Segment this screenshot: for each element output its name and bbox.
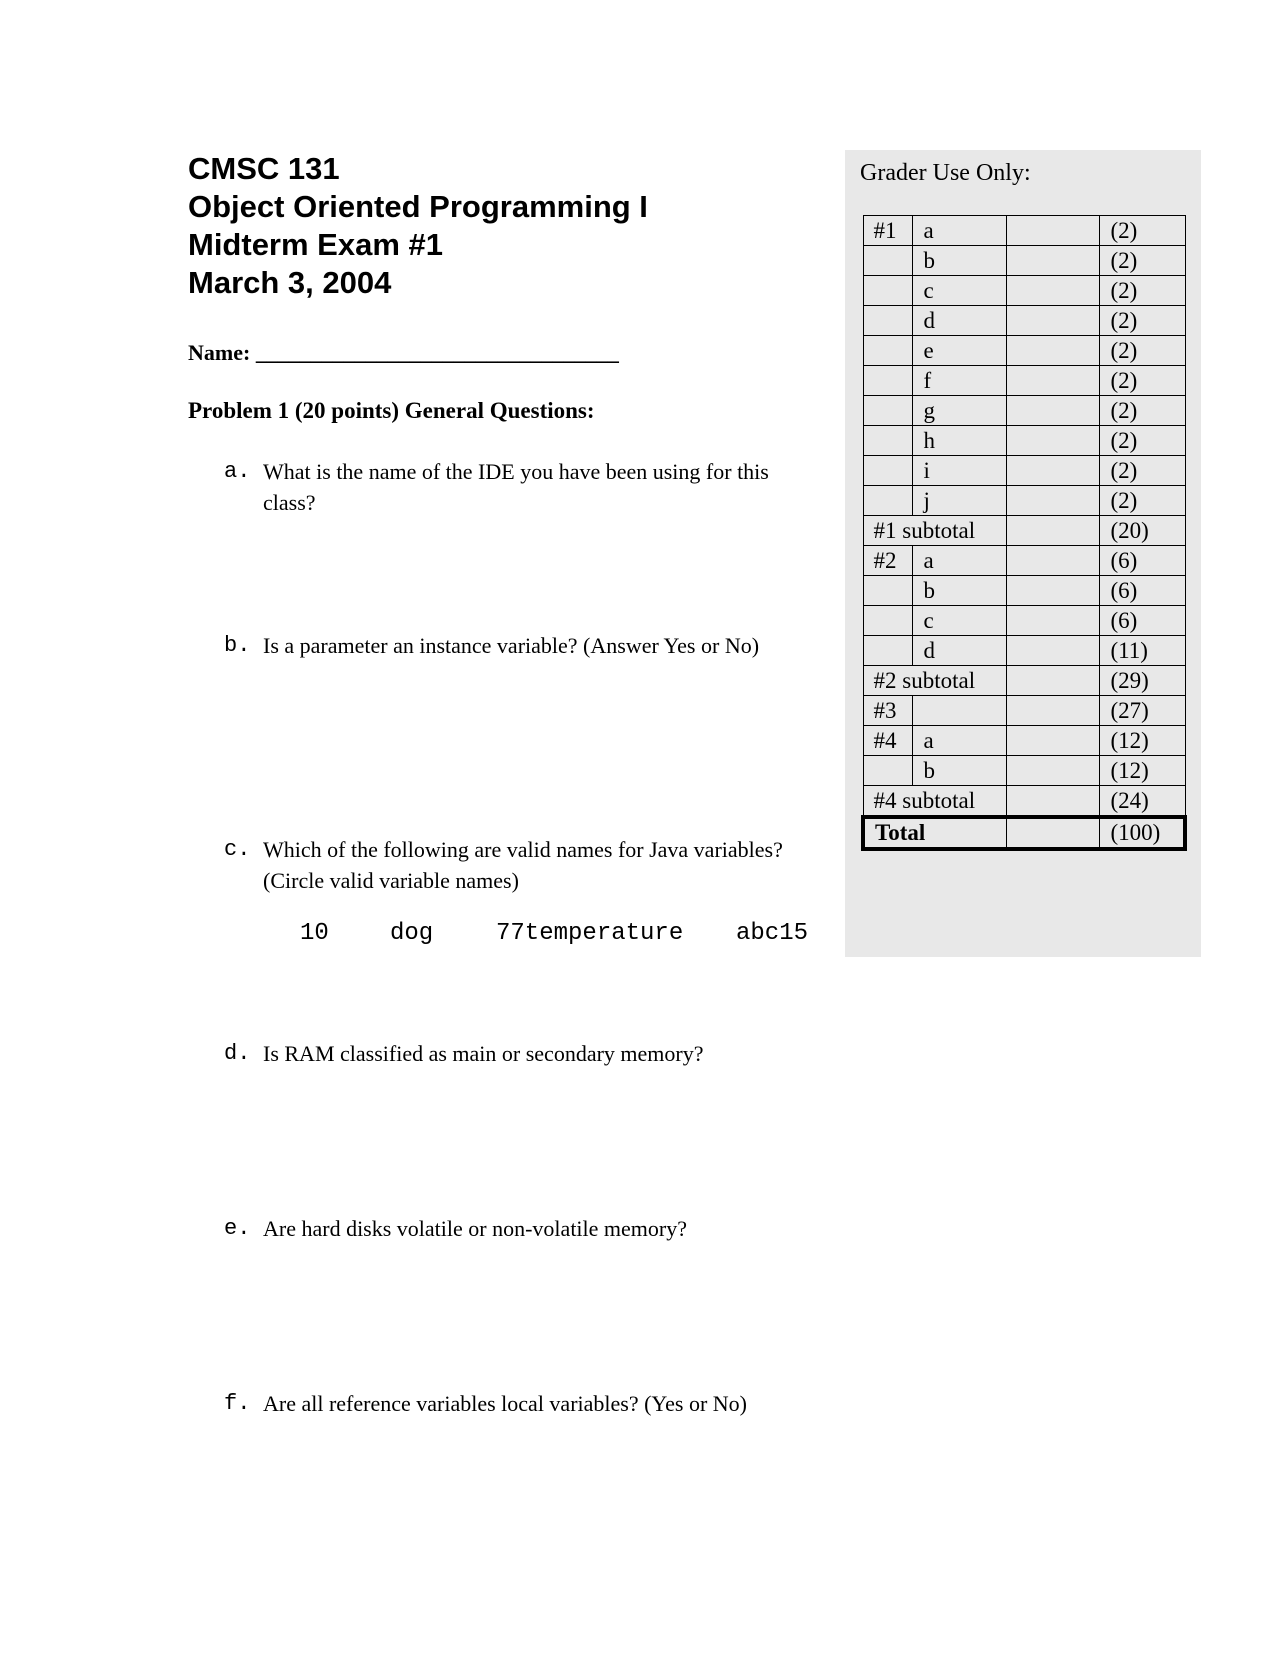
problem-number (863, 456, 912, 486)
part-letter: b (912, 246, 1006, 276)
score-cell[interactable] (1006, 336, 1099, 366)
grade-row (863, 546, 1185, 576)
variable-options (0, 920, 850, 954)
max-points: (2) (1099, 486, 1185, 516)
max-points: (29) (1099, 666, 1185, 696)
grade-row (863, 336, 1185, 366)
question-letter: b. (224, 633, 251, 658)
question-text: Is a parameter an instance variable? (Answer Yes or No) (263, 633, 760, 658)
exam-date: March 3, 2004 (188, 265, 392, 300)
score-cell[interactable] (1006, 396, 1099, 426)
max-points: (2) (1099, 426, 1185, 456)
subtotal-label: #4 subtotal (863, 786, 1006, 818)
part-letter: f (912, 366, 1006, 396)
part-letter: g (912, 396, 1006, 426)
grade-row (863, 306, 1185, 336)
part-letter: c (912, 276, 1006, 306)
score-cell[interactable] (1006, 756, 1099, 786)
score-cell[interactable] (1006, 696, 1099, 726)
problem-number: #1 (863, 216, 912, 246)
total-row (863, 817, 1185, 849)
part-letter: j (912, 486, 1006, 516)
part-letter: c (912, 606, 1006, 636)
problem-number: #4 (863, 726, 912, 756)
name-blank[interactable]: _________________________________ (255, 340, 619, 365)
part-letter: a (912, 546, 1006, 576)
max-points: (11) (1099, 636, 1185, 666)
grade-row (863, 636, 1185, 666)
grade-row (863, 666, 1185, 696)
part-letter: d (912, 306, 1006, 336)
problem-number (863, 486, 912, 516)
score-cell[interactable] (1006, 246, 1099, 276)
score-cell[interactable] (1006, 426, 1099, 456)
max-points: (2) (1099, 456, 1185, 486)
question-text: Are hard disks volatile or non-volatile memory? (263, 1216, 687, 1241)
problem-number (863, 636, 912, 666)
course-code: CMSC 131 (188, 151, 340, 186)
problem-number (863, 756, 912, 786)
part-letter: e (912, 336, 1006, 366)
grade-row (863, 726, 1185, 756)
grade-row (863, 786, 1185, 818)
part-letter: b (912, 576, 1006, 606)
problem-number (863, 246, 912, 276)
question-a (224, 456, 804, 518)
max-points: (2) (1099, 396, 1185, 426)
subtotal-label: #1 subtotal (863, 516, 1006, 546)
problem-1-heading: Problem 1 (20 points) General Questions: (188, 398, 595, 423)
max-points: (2) (1099, 246, 1185, 276)
variable-option[interactable]: abc15 (736, 920, 809, 947)
part-letter: b (912, 756, 1006, 786)
score-cell[interactable] (1006, 216, 1099, 246)
question-letter: f. (224, 1391, 251, 1416)
grade-row (863, 216, 1185, 246)
max-points: (2) (1099, 366, 1185, 396)
question-letter: e. (224, 1216, 251, 1241)
max-points: (27) (1099, 696, 1185, 726)
exam-title: Midterm Exam #1 (188, 227, 443, 262)
part-letter (912, 696, 1006, 726)
question-text: Which of the following are valid names for Java variables? (Circle valid variable names) (263, 837, 783, 893)
problem-number (863, 276, 912, 306)
grade-row (863, 516, 1185, 546)
problem-number: #2 (863, 546, 912, 576)
grade-row (863, 576, 1185, 606)
question-letter: d. (224, 1041, 251, 1066)
question-text: Is RAM classified as main or secondary memory? (263, 1041, 704, 1066)
grade-row (863, 456, 1185, 486)
max-points: (2) (1099, 306, 1185, 336)
grade-row (863, 756, 1185, 786)
score-cell[interactable] (1006, 786, 1099, 818)
score-cell[interactable] (1006, 636, 1099, 666)
exam-header (188, 150, 648, 302)
score-cell[interactable] (1006, 366, 1099, 396)
max-points: (12) (1099, 756, 1185, 786)
problem-number (863, 306, 912, 336)
question-letter: a. (224, 459, 251, 484)
part-letter: h (912, 426, 1006, 456)
grade-row (863, 696, 1185, 726)
problem-number (863, 396, 912, 426)
grade-table (861, 215, 1187, 851)
max-points: (6) (1099, 606, 1185, 636)
name-label: Name: (188, 340, 251, 365)
part-letter: a (912, 216, 1006, 246)
score-cell[interactable] (1006, 516, 1099, 546)
grader-box (845, 150, 1201, 957)
score-cell[interactable] (1006, 666, 1099, 696)
grade-row (863, 606, 1185, 636)
problem-number (863, 426, 912, 456)
grade-row (863, 246, 1185, 276)
question-letter: c. (224, 837, 251, 862)
max-points: (12) (1099, 726, 1185, 756)
score-cell[interactable] (1006, 486, 1099, 516)
problem-number (863, 576, 912, 606)
total-label: Total (863, 817, 1006, 849)
question-f (224, 1388, 864, 1419)
max-points: (24) (1099, 786, 1185, 818)
subtotal-label: #2 subtotal (863, 666, 1006, 696)
variable-option[interactable]: 10 (300, 920, 329, 947)
score-cell[interactable] (1006, 456, 1099, 486)
grade-row (863, 276, 1185, 306)
score-cell[interactable] (1006, 306, 1099, 336)
problem-number (863, 366, 912, 396)
course-title: Object Oriented Programming I (188, 189, 648, 224)
max-points: (6) (1099, 546, 1185, 576)
question-c (224, 834, 804, 896)
problem-number (863, 606, 912, 636)
variable-option[interactable]: 77temperature (496, 920, 684, 947)
variable-option[interactable]: dog (390, 920, 434, 947)
part-letter: d (912, 636, 1006, 666)
problem-number: #3 (863, 696, 912, 726)
score-cell[interactable] (1006, 576, 1099, 606)
question-text: What is the name of the IDE you have been using for this class? (263, 459, 769, 515)
problem-number (863, 336, 912, 366)
score-cell[interactable] (1006, 726, 1099, 756)
grade-row (863, 366, 1185, 396)
total-points: (100) (1099, 817, 1185, 849)
grade-row (863, 396, 1185, 426)
score-cell[interactable] (1006, 276, 1099, 306)
question-d (224, 1038, 804, 1069)
score-cell[interactable] (1006, 546, 1099, 576)
question-text: Are all reference variables local variables? (Yes or No) (263, 1391, 747, 1416)
max-points: (20) (1099, 516, 1185, 546)
part-letter: i (912, 456, 1006, 486)
grader-title: Grader Use Only: (860, 160, 1031, 186)
grade-row (863, 486, 1185, 516)
max-points: (2) (1099, 276, 1185, 306)
grade-row (863, 426, 1185, 456)
part-letter: a (912, 726, 1006, 756)
name-field[interactable] (188, 340, 619, 366)
max-points: (6) (1099, 576, 1185, 606)
score-cell[interactable] (1006, 606, 1099, 636)
max-points: (2) (1099, 216, 1185, 246)
question-e (224, 1213, 804, 1244)
question-b (224, 630, 804, 661)
max-points: (2) (1099, 336, 1185, 366)
total-score-cell[interactable] (1006, 817, 1099, 849)
